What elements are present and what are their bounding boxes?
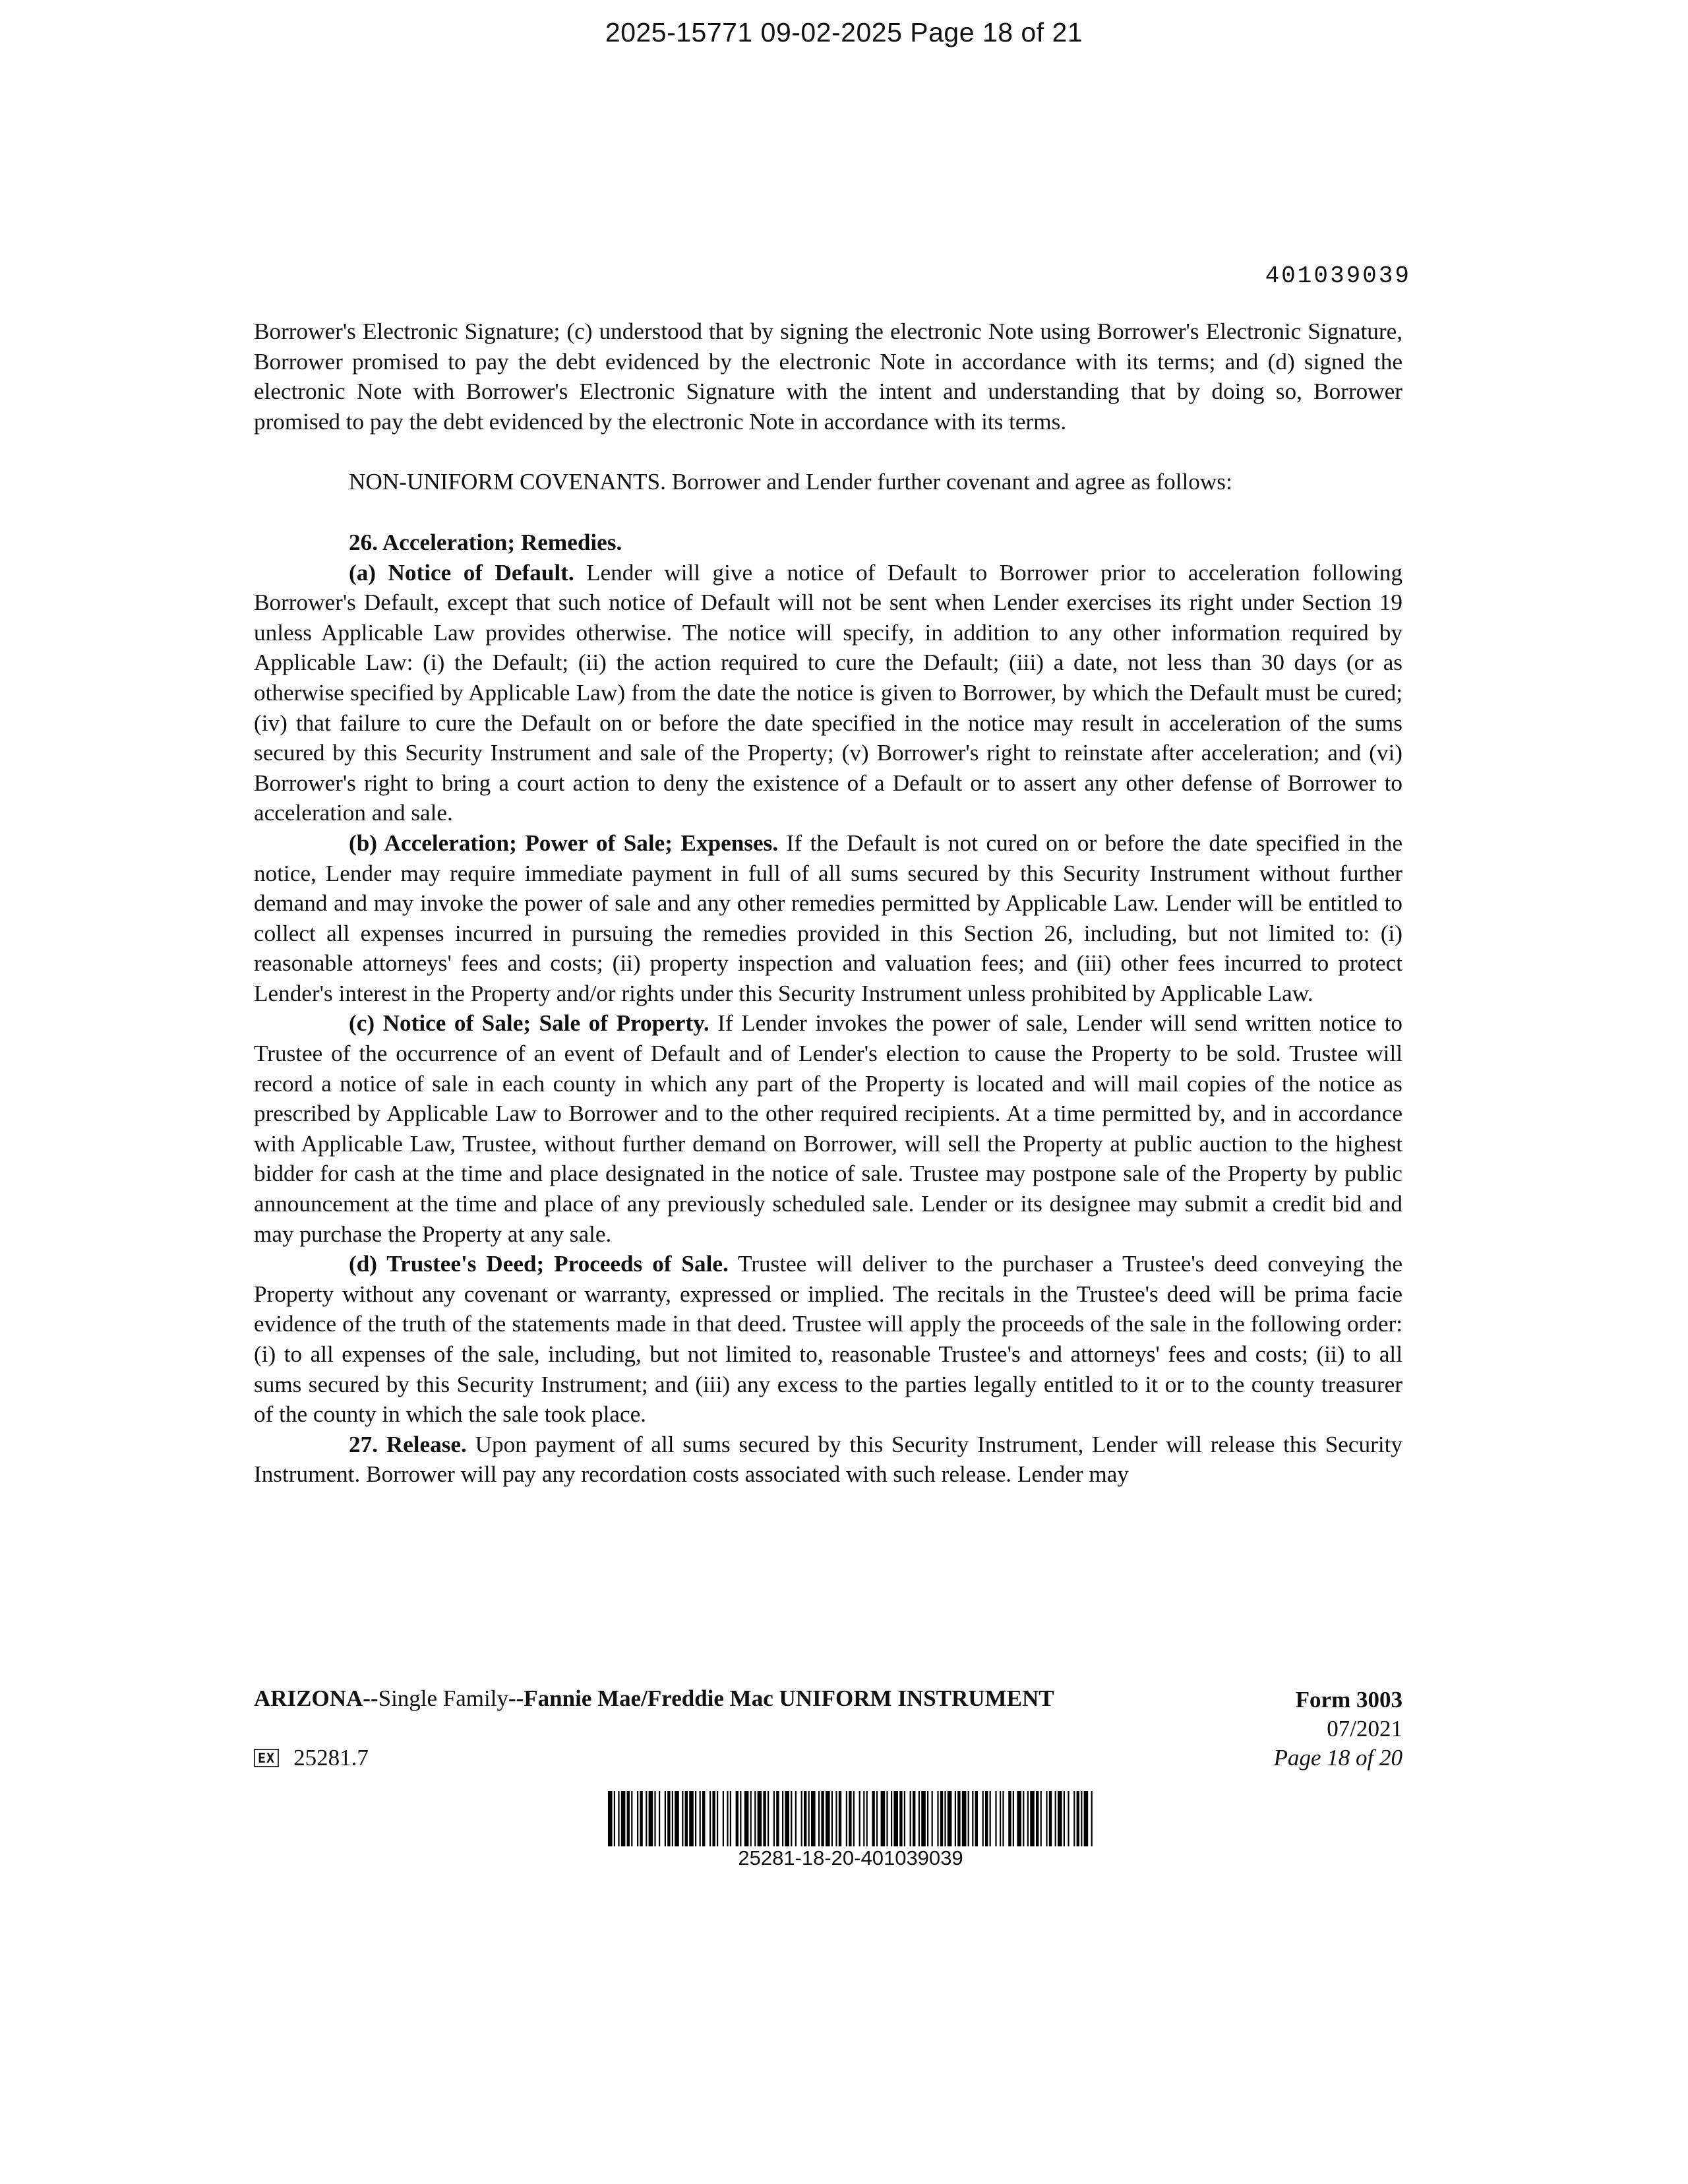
barcode-bar — [685, 1791, 688, 1846]
barcode-bar — [768, 1791, 769, 1846]
barcode-bar — [937, 1791, 938, 1846]
barcode-bar — [859, 1791, 860, 1846]
barcode-bar — [1058, 1791, 1062, 1846]
section-26c-text: If Lender invokes the power of sale, Lender will send written notice to Trustee of the occurrence of an event of Default and of Lender's election to cause the Property to be sold. Trustee will record a notice of sale in each county in which any part of the Property is located and will mail copies of the notice as prescribed by Applicable Law to Borrower and to the other required recipients. At a time permitted by, and in accordance with Applicable Law, Trustee, without further demand on Borrower, will sell the Property at public auction to the highest bidder for cash at the time and place designated in the notice of sale. Trustee may postpone sale of the Property by public announcement at the time and place of any previously scheduled sale. Lender or its designee may submit a credit bid and may purchase the Property at any sale. — [254, 1010, 1402, 1247]
barcode-bar — [659, 1791, 660, 1846]
barcode-bar — [763, 1791, 766, 1846]
barcode-bar — [712, 1791, 715, 1846]
barcode-bar — [886, 1791, 888, 1846]
form-date: 07/2021 — [1327, 1716, 1402, 1742]
footer-instrument: Fannie Mae/Freddie Mac UNIFORM INSTRUMENT — [524, 1685, 1054, 1711]
recording-header: 2025-15771 09-02-2025 Page 18 of 21 — [605, 17, 1083, 47]
form-info — [1274, 1685, 1402, 1773]
section-26b-title: (b) Acceleration; Power of Sale; Expenses. — [349, 830, 779, 856]
barcode-bar — [1068, 1791, 1069, 1846]
barcode-bar — [927, 1791, 928, 1846]
barcode-bar — [758, 1791, 762, 1846]
barcode-bar — [744, 1791, 749, 1846]
barcode-bar — [637, 1791, 638, 1846]
footer-instrument-line — [254, 1685, 1054, 1712]
section-26c-paragraph — [254, 1008, 1402, 1249]
barcode-bar — [727, 1791, 728, 1846]
barcode-bar — [689, 1791, 694, 1846]
section-26-heading: 26. Acceleration; Remedies. — [349, 529, 622, 555]
loan-number: 401039039 — [1265, 262, 1411, 289]
barcode-bar — [672, 1791, 673, 1846]
barcode-bar — [940, 1791, 943, 1846]
barcode-bar — [866, 1791, 868, 1846]
barcode-bar — [968, 1791, 969, 1846]
footer-family: Single Family — [378, 1685, 508, 1711]
non-uniform-covenants-paragraph: NON-UNIFORM COVENANTS. Borrower and Lender further covenant and agree as follows: — [349, 469, 1232, 495]
barcode-bar — [818, 1791, 820, 1846]
barcode-bar — [932, 1791, 933, 1846]
barcode-bar — [627, 1791, 630, 1846]
barcode-bar — [700, 1791, 701, 1846]
form-number: Form 3003 — [1295, 1687, 1402, 1713]
continuation-paragraph: Borrower's Electronic Signature; (c) understood that by signing the electronic Note using Borrower's Electronic Signature, Borrower promised to pay the debt evidenced by the electronic Note in accordance with its terms; and (d) signed the electronic Note with Borrower's Electronic Signature with the intent and understanding that by doing so, Borrower promised to pay the debt evidenced by the electronic Note in accordance with its terms. — [254, 318, 1402, 435]
barcode-bar — [682, 1791, 683, 1846]
barcode — [608, 1791, 1093, 1846]
section-26d-text: Trustee will deliver to the purchaser a Trustee's deed conveying the Property without any covenant or warranty, expressed or implied. The recitals in the Trustee's deed will be prima facie evidence of the truth of the statements made in that deed. Trustee will apply the proceeds of the sale in the following order: (i) to all expenses of the sale, including, but not limited to, reasonable Trustee's and attorneys' fees and costs; (ii) to all sums secured by this Security Instrument; and (iii) any excess to the parties legally entitled to it or to the county treasurer of the county in which the sale took place. — [254, 1251, 1402, 1428]
barcode-bar — [702, 1791, 705, 1846]
section-26a-paragraph — [254, 558, 1402, 828]
barcode-bar — [962, 1791, 967, 1846]
barcode-bar — [891, 1791, 892, 1846]
barcode-bar — [782, 1791, 783, 1846]
barcode-bar — [631, 1791, 632, 1846]
barcode-bar — [654, 1791, 655, 1846]
barcode-bar — [863, 1791, 864, 1846]
barcode-bar — [1027, 1791, 1029, 1846]
barcode-bar — [876, 1791, 878, 1846]
barcode-bar — [614, 1791, 615, 1846]
barcode-bar — [910, 1791, 911, 1846]
barcode-bar — [821, 1791, 824, 1846]
section-26d-paragraph — [254, 1249, 1402, 1430]
ex-icon: EX — [254, 1749, 279, 1767]
barcode-bar — [904, 1791, 905, 1846]
document-body — [254, 317, 1402, 1490]
barcode-bar — [621, 1791, 626, 1846]
barcode-bar — [975, 1791, 978, 1846]
barcode-bar — [791, 1791, 792, 1846]
barcode-bar — [957, 1791, 960, 1846]
barcode-number: 25281-18-20-401039039 — [738, 1846, 963, 1869]
section-26a-text: Lender will give a notice of Default to Borrower prior to acceleration following Borrower's Default, except that such notice of Default will not be sent when Lender exercises its right under Section 19 unless Applicable Law provides otherwise. The notice will specify, in addition to any other information required by Applicable Law: (i) the Default; (ii) the action required to cure the Default; (iii) a date, not less than 30 days (or as otherwise specified by Applicable Law) from the date the notice is given to Borrower, by which the Default must be cured; (iv) that failure to cure the Default on or before the date specified in the notice may result in acceleration of the sums secured by this Security Instrument and sale of the Property; (v) Borrower's right to reinstate after acceleration; and (vi) Borrower's right to bring a court action to deny the existence of a Default or to assert any other defense of Borrower to acceleration and sale. — [254, 559, 1402, 826]
barcode-bar — [1023, 1791, 1024, 1846]
barcode-bar — [665, 1791, 666, 1846]
barcode-bar — [893, 1791, 898, 1846]
section-27-paragraph — [254, 1430, 1402, 1490]
barcode-bar — [831, 1791, 833, 1846]
barcode-bar — [826, 1791, 830, 1846]
barcode-bar — [723, 1791, 724, 1846]
barcode-bar — [899, 1791, 902, 1846]
section-26d-title: (d) Trustee's Deed; Proceeds of Sale. — [349, 1251, 729, 1277]
doc-code — [254, 1745, 369, 1771]
barcode-bar — [608, 1791, 613, 1846]
barcode-bar — [1017, 1791, 1021, 1846]
barcode-bar — [750, 1791, 752, 1846]
barcode-bar — [1013, 1791, 1014, 1846]
barcode-bar — [849, 1791, 851, 1846]
barcode-bar — [1073, 1791, 1075, 1846]
section-26b-text: If the Default is not cured on or before the date specified in the notice, Lender may require immediate payment in full of all sums secured by this Security Instrument without further demand and may invoke the power of sale and any other remedies permitted by Applicable Law. Lender will be entitled to collect all expenses incurred in pursuing the remedies provided in this Section 26, including, but not limited to: (i) reasonable attorneys' fees and costs; (ii) property inspection and valuation fees; and (iii) other fees incurred to protect Lender's interest in the Property and/or rights under this Security Instrument unless prohibited by Applicable Law. — [254, 830, 1402, 1006]
barcode-bar — [730, 1791, 731, 1846]
section-27-text: Upon payment of all sums secured by this Security Instrument, Lender will release this Security Instrument. Borrower will pay any recordation costs associated with such release. Lender may — [254, 1431, 1402, 1488]
barcode-bar — [1030, 1791, 1035, 1846]
section-26c-title: (c) Notice of Sale; Sale of Property. — [349, 1010, 709, 1037]
barcode-bar — [649, 1791, 653, 1846]
barcode-bar — [944, 1791, 946, 1846]
barcode-bar — [1008, 1791, 1011, 1846]
barcode-bar — [835, 1791, 837, 1846]
barcode-bar — [675, 1791, 679, 1846]
barcode-bar — [948, 1791, 952, 1846]
barcode-bar — [618, 1791, 619, 1846]
barcode-bar — [995, 1791, 996, 1846]
barcode-bar — [776, 1791, 779, 1846]
barcode-bar — [640, 1791, 642, 1846]
barcode-bar — [839, 1791, 841, 1846]
barcode-bar — [955, 1791, 956, 1846]
barcode-bar — [1077, 1791, 1079, 1846]
barcode-bar — [881, 1791, 886, 1846]
barcode-bar — [811, 1791, 816, 1846]
doc-code-number: 25281.7 — [293, 1745, 369, 1771]
barcode-bar — [1091, 1791, 1093, 1846]
barcode-bar — [1084, 1791, 1089, 1846]
barcode-bar — [985, 1791, 988, 1846]
barcode-bar — [773, 1791, 775, 1846]
barcode-bar — [1000, 1791, 1001, 1846]
barcode-bar — [1036, 1791, 1039, 1846]
barcode-bar — [1040, 1791, 1042, 1846]
barcode-bar — [804, 1791, 806, 1846]
barcode-bar — [1055, 1791, 1056, 1846]
barcode-bar — [667, 1791, 670, 1846]
footer-state: ARIZONA — [254, 1685, 363, 1711]
barcode-bar — [1049, 1791, 1052, 1846]
barcode-bar — [646, 1791, 647, 1846]
barcode-bar — [1002, 1791, 1004, 1846]
barcode-bar — [801, 1791, 802, 1846]
barcode-bar — [972, 1791, 973, 1846]
barcode-bar — [808, 1791, 810, 1846]
footer-separator: -- — [508, 1685, 524, 1711]
section-26a-title: (a) Notice of Default. — [349, 559, 574, 586]
section-27-title: 27. Release. — [349, 1431, 467, 1457]
barcode-bar — [913, 1791, 915, 1846]
barcode-bar — [1081, 1791, 1082, 1846]
section-26b-paragraph — [254, 828, 1402, 1009]
barcode-bar — [846, 1791, 847, 1846]
barcode-bar — [872, 1791, 874, 1846]
barcode-bar — [921, 1791, 926, 1846]
barcode-bar — [990, 1791, 991, 1846]
barcode-bar — [919, 1791, 920, 1846]
barcode-bar — [740, 1791, 741, 1846]
barcode-bar — [982, 1791, 984, 1846]
barcode-bar — [795, 1791, 797, 1846]
barcode-bar — [709, 1791, 711, 1846]
barcode-bar — [1046, 1791, 1047, 1846]
barcode-bar — [736, 1791, 738, 1846]
footer-separator: -- — [363, 1685, 378, 1711]
barcode-bar — [785, 1791, 789, 1846]
barcode-bar — [717, 1791, 718, 1846]
barcode-bar — [1064, 1791, 1065, 1846]
barcode-bar — [695, 1791, 696, 1846]
barcode-bar — [853, 1791, 855, 1846]
barcode-bar — [754, 1791, 756, 1846]
page-number: Page 18 of 20 — [1273, 1745, 1402, 1771]
